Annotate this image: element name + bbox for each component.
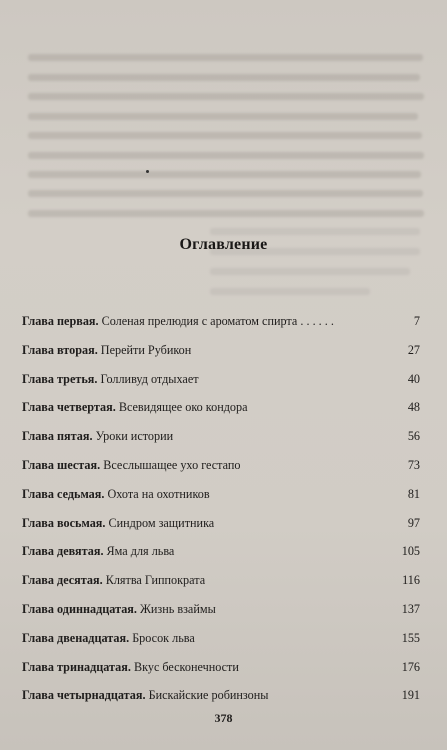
toc-entry-text <box>22 509 214 538</box>
chapter-label: Глава шестая. <box>22 457 101 472</box>
page-number: 378 <box>214 711 233 725</box>
chapter-page: 40 <box>407 371 420 386</box>
chapter-page: 48 <box>407 400 420 415</box>
toc-entry-text <box>22 365 199 394</box>
toc-row <box>22 537 420 566</box>
toc-entry-text <box>22 624 195 653</box>
chapter-page: 137 <box>401 601 420 616</box>
toc-entry-text <box>22 681 268 710</box>
chapter-title: Уроки истории <box>95 429 174 444</box>
chapter-page: 176 <box>401 659 420 674</box>
toc-entry-text: Глава первая. Соленая прелюдия с ароматом спирта . . . . . . <box>22 314 334 328</box>
toc-row <box>22 336 420 365</box>
toc-row <box>22 365 420 394</box>
toc-row <box>22 509 420 538</box>
chapter-title: Всевидящее око кондора <box>118 400 248 415</box>
toc-entry-text <box>22 393 248 422</box>
chapter-page: 7 <box>413 314 420 328</box>
chapter-page: 56 <box>407 429 420 444</box>
toc-entry-text <box>22 336 191 365</box>
toc-entry-text <box>22 422 173 451</box>
toc-entry-text <box>22 537 174 566</box>
toc-row <box>22 480 420 509</box>
chapter-label: Глава десятая. <box>22 573 103 588</box>
chapter-label: Глава третья. <box>22 371 98 386</box>
chapter-title: Яма для льва <box>106 544 175 559</box>
chapter-title: Бискайские робинзоны <box>148 688 269 703</box>
toc-row <box>22 595 420 624</box>
chapter-label: Глава восьмая. <box>22 515 106 530</box>
chapter-label: Глава одиннадцатая. <box>22 601 137 616</box>
table-of-contents <box>22 307 420 710</box>
chapter-label: Глава первая. <box>22 314 99 328</box>
chapter-label: Глава двенадцатая. <box>22 630 130 645</box>
chapter-label: Глава девятая. <box>22 544 104 559</box>
toc-row <box>22 393 420 422</box>
chapter-title: Клятва Гиппократа <box>105 573 206 588</box>
chapter-label: Глава седьмая. <box>22 486 105 501</box>
chapter-page: 27 <box>407 342 420 357</box>
toc-entry-text <box>22 566 205 595</box>
toc-row <box>22 653 420 682</box>
chapter-page: 191 <box>401 688 420 703</box>
ink-speck <box>146 170 149 173</box>
chapter-title: Бросок льва <box>132 630 195 645</box>
chapter-title: Вкус бесконечности <box>133 659 239 674</box>
chapter-label: Глава вторая. <box>22 342 98 357</box>
page-title: Оглавление <box>179 236 268 253</box>
chapter-label: Глава тринадцатая. <box>22 659 131 674</box>
chapter-label: Глава четвертая. <box>22 400 116 415</box>
chapter-label: Глава пятая. <box>22 429 93 444</box>
chapter-page: 116 <box>402 573 420 588</box>
chapter-title: Синдром защитника <box>108 515 215 530</box>
chapter-page: 97 <box>407 515 420 530</box>
chapter-page: 81 <box>407 486 420 501</box>
chapter-page: 105 <box>401 544 420 559</box>
toc-entry-text <box>22 480 210 509</box>
chapter-title: Всеслышащее ухо гестапо <box>103 457 241 472</box>
chapter-title: Жизнь взаймы <box>139 601 216 616</box>
chapter-title: Голливуд отдыхает <box>100 371 199 386</box>
chapter-page: 155 <box>401 630 420 645</box>
chapter-title: Перейти Рубикон <box>100 342 192 357</box>
toc-entry-text <box>22 595 216 624</box>
toc-row <box>22 681 420 710</box>
toc-entry-text <box>22 451 241 480</box>
chapter-title: Охота на охотников <box>107 486 210 501</box>
toc-entry-text <box>22 653 239 682</box>
chapter-title: Соленая прелюдия с ароматом спирта <box>101 314 298 328</box>
toc-row <box>22 566 420 595</box>
toc-row <box>22 422 420 451</box>
chapter-label: Глава четырнадцатая. <box>22 688 146 703</box>
toc-row <box>22 307 420 336</box>
chapter-page: 73 <box>407 457 420 472</box>
toc-row <box>22 451 420 480</box>
toc-row <box>22 624 420 653</box>
